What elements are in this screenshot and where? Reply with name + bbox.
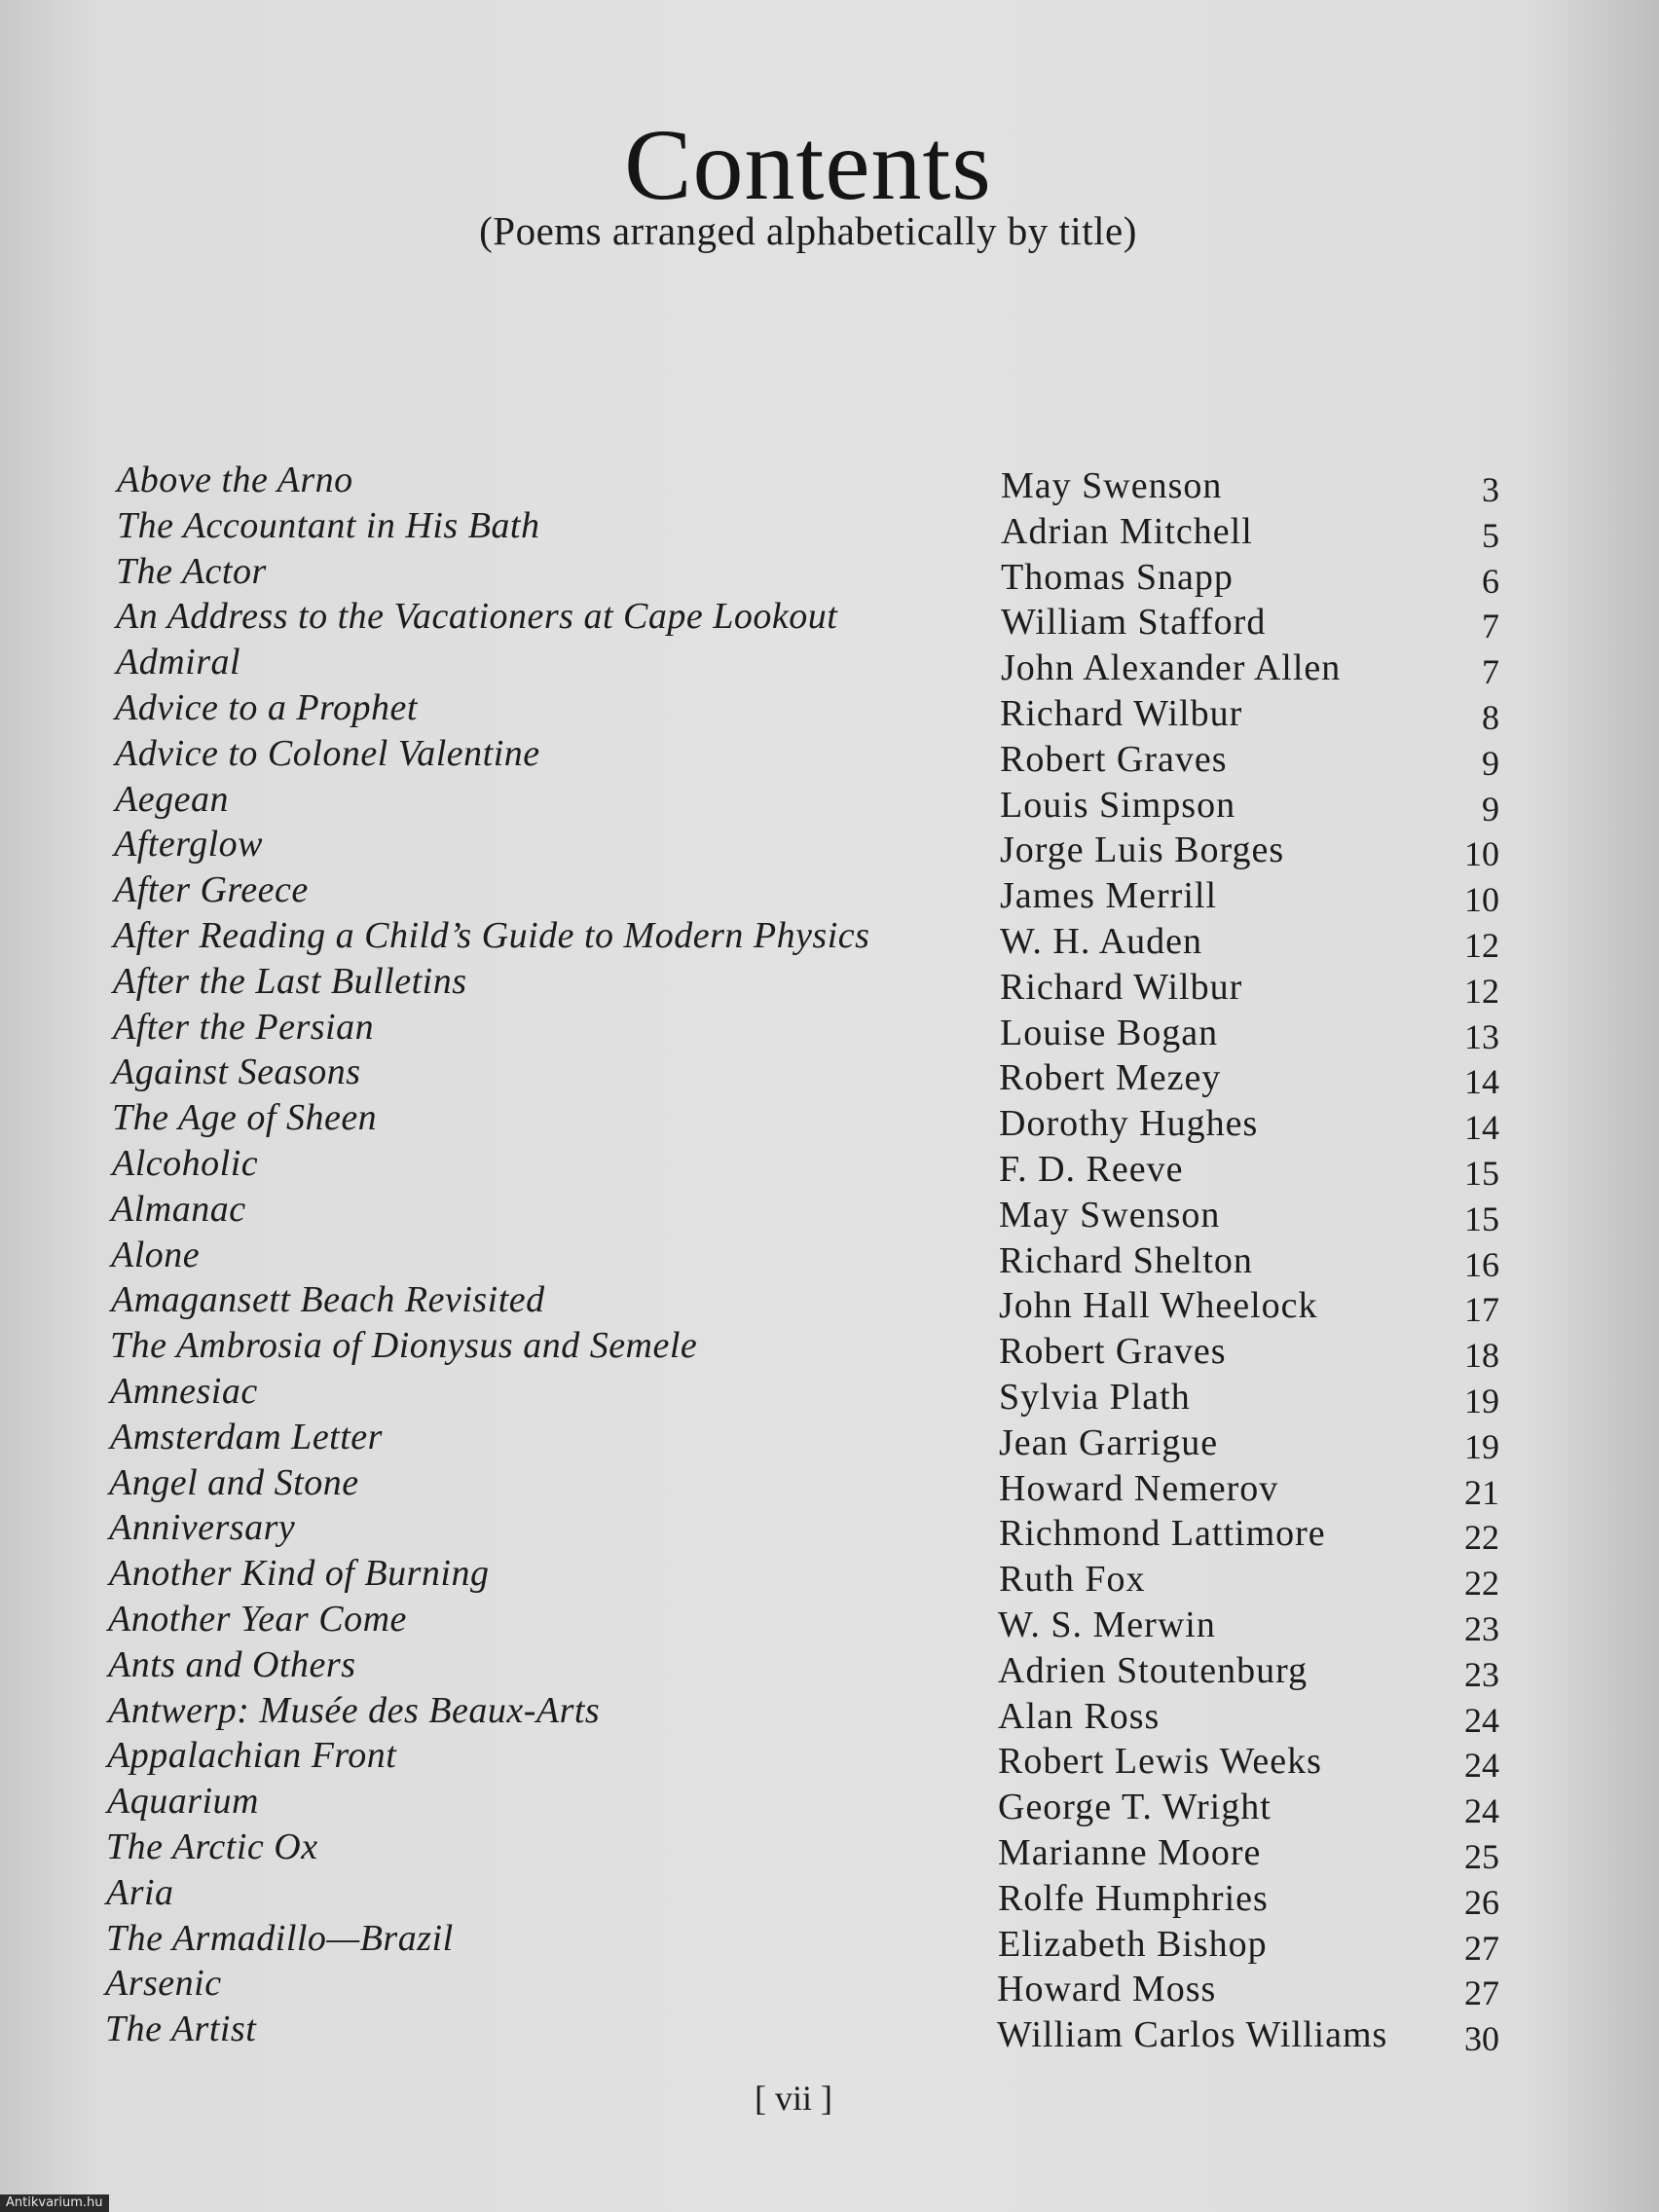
poem-author: Jean Garrigue — [999, 1421, 1219, 1463]
poem-author: Robert Lewis Weeks — [998, 1741, 1322, 1783]
contents-entry — [97, 1870, 1499, 1922]
contents-entry — [97, 913, 1499, 965]
page-number: 23 — [1464, 1654, 1499, 1694]
page-number: 10 — [1464, 880, 1499, 920]
contents-entry — [97, 1916, 1499, 1968]
page-number: 30 — [1464, 2019, 1499, 2059]
poem-title: Admiral — [116, 642, 241, 683]
poem-title: Aegean — [115, 778, 229, 820]
contents-entry — [97, 1460, 1499, 1512]
page-number: 9 — [1482, 789, 1499, 829]
poem-author: Elizabeth Bishop — [998, 1923, 1268, 1965]
contents-entry — [97, 503, 1499, 555]
poem-title: An Address to the Vacationers at Cape Lookout — [116, 596, 838, 638]
poem-title: The Age of Sheen — [112, 1097, 378, 1139]
page-number: 19 — [1464, 1426, 1499, 1466]
poem-author: Rolfe Humphries — [998, 1877, 1269, 1919]
page-number: 12 — [1464, 971, 1499, 1011]
poem-title: Advice to a Prophet — [115, 686, 418, 728]
page-number: 22 — [1464, 1518, 1499, 1558]
poem-title: Against Seasons — [112, 1051, 361, 1093]
poem-title: Amagansett Beach Revisited — [111, 1279, 545, 1321]
poem-author: John Alexander Allen — [1001, 647, 1342, 689]
poem-title: Alone — [111, 1234, 201, 1275]
contents-entry — [97, 1233, 1499, 1284]
contents-entry — [97, 1277, 1499, 1330]
page-number: 23 — [1464, 1608, 1499, 1648]
poem-author: May Swenson — [999, 1194, 1221, 1235]
page-subtitle: (Poems arranged alphabetically by title) — [479, 208, 1137, 253]
poem-title: The Artist — [105, 2009, 257, 2050]
contents-entry — [97, 1323, 1499, 1376]
page-number: 7 — [1482, 652, 1499, 692]
poem-author: Robert Graves — [1000, 738, 1228, 780]
poem-author: Howard Nemerov — [999, 1467, 1279, 1509]
poem-author: Louise Bogan — [1000, 1012, 1219, 1053]
poem-author: Jorge Luis Borges — [1000, 830, 1285, 871]
poem-title: Almanac — [111, 1188, 246, 1230]
poem-title: The Actor — [116, 550, 267, 592]
poem-author: W. S. Merwin — [998, 1604, 1216, 1645]
page-number: 26 — [1464, 1882, 1499, 1922]
poem-title: Amsterdam Letter — [110, 1416, 383, 1457]
contents-entry — [97, 777, 1499, 829]
contents-entry — [97, 1415, 1499, 1466]
page-number: 15 — [1464, 1153, 1499, 1193]
poem-title: The Arctic Ox — [106, 1825, 318, 1867]
poem-author: Alan Ross — [998, 1695, 1161, 1737]
page-number: 3 — [1482, 470, 1499, 509]
poem-author: Robert Graves — [999, 1331, 1227, 1373]
poem-author: F. D. Reeve — [999, 1148, 1184, 1190]
poem-author: W. H. Auden — [1000, 920, 1203, 962]
poem-title: Another Kind of Burning — [109, 1553, 490, 1595]
page-number: 22 — [1464, 1564, 1499, 1604]
poem-title: After Reading a Child’s Guide to Modern Physics — [113, 914, 870, 956]
contents-entry — [97, 1369, 1499, 1420]
poem-author: May Swenson — [1001, 465, 1223, 506]
page-number: 9 — [1482, 743, 1499, 783]
page-number: 13 — [1464, 1016, 1499, 1056]
page-number: 27 — [1464, 1928, 1499, 1968]
contents-entry — [97, 1825, 1499, 1876]
page-number: 10 — [1464, 834, 1499, 874]
poem-title: The Armadillo—Brazil — [106, 1917, 454, 1959]
poem-title: Arsenic — [105, 1963, 222, 2005]
poem-title: Appalachian Front — [107, 1735, 397, 1777]
page-number: 17 — [1464, 1290, 1499, 1330]
contents-entry — [97, 2007, 1499, 2059]
page-number: 25 — [1464, 1836, 1499, 1876]
poem-title: The Accountant in His Bath — [117, 504, 540, 546]
poem-author: Marianne Moore — [998, 1831, 1262, 1873]
poem-title: Advice to Colonel Valentine — [115, 732, 540, 774]
contents-entry — [97, 1005, 1499, 1056]
contents-entry — [97, 594, 1499, 646]
poem-title: Anniversary — [109, 1507, 296, 1549]
contents-entry — [97, 731, 1499, 783]
poem-author: Richard Wilbur — [1000, 966, 1243, 1008]
page-number: 12 — [1464, 925, 1499, 965]
poem-title: After the Last Bulletins — [113, 960, 467, 1002]
page-number: 8 — [1482, 697, 1499, 737]
contents-entry — [97, 1597, 1499, 1648]
page-number: 24 — [1464, 1746, 1499, 1786]
contents-entry — [97, 867, 1499, 920]
poem-author: George T. Wright — [998, 1787, 1272, 1828]
contents-entry — [97, 1141, 1499, 1193]
page-number: 5 — [1482, 515, 1499, 555]
page-number: 16 — [1464, 1244, 1499, 1284]
poem-title: After Greece — [114, 869, 309, 911]
poem-title: Aria — [106, 1871, 174, 1913]
contents-entry — [97, 458, 1499, 509]
page-number: 15 — [1464, 1198, 1499, 1238]
contents-entry — [97, 1551, 1499, 1604]
poem-author: Richard Shelton — [999, 1239, 1253, 1281]
poem-title: Afterglow — [114, 824, 263, 866]
page-number: 24 — [1464, 1700, 1499, 1740]
poem-title: Aquarium — [107, 1781, 259, 1823]
page-number: 27 — [1464, 1973, 1499, 2013]
page-number: 24 — [1464, 1791, 1499, 1831]
poem-author: Adrien Stoutenburg — [998, 1649, 1309, 1691]
poem-title: Angel and Stone — [109, 1461, 359, 1503]
contents-entry — [97, 1095, 1499, 1148]
page-number: 19 — [1464, 1381, 1499, 1420]
page-number: 21 — [1464, 1472, 1499, 1512]
poem-title: The Ambrosia of Dionysus and Semele — [110, 1325, 698, 1367]
poem-author: William Stafford — [1001, 602, 1267, 644]
poem-title: Another Year Come — [108, 1598, 407, 1640]
contents-entry — [97, 1642, 1499, 1694]
contents-entry — [97, 1961, 1499, 2013]
poem-title: Alcoholic — [112, 1142, 259, 1184]
poem-title: Antwerp: Musée des Beaux-Arts — [108, 1689, 601, 1731]
poem-author: Richard Wilbur — [1000, 692, 1243, 734]
page-title: Contents — [624, 108, 992, 221]
poem-author: Thomas Snapp — [1001, 556, 1234, 598]
page-number: 14 — [1464, 1062, 1499, 1102]
poem-author: William Carlos Williams — [997, 2014, 1388, 2056]
contents-entry — [97, 822, 1499, 874]
poem-title: Ants and Others — [108, 1643, 356, 1685]
contents-entry — [97, 1505, 1499, 1558]
watermark-label: Antikvarium.hu — [0, 2194, 109, 2212]
page-number: 18 — [1464, 1336, 1499, 1376]
poem-author: Howard Moss — [997, 1969, 1217, 2010]
poem-author: Robert Mezey — [999, 1057, 1222, 1099]
poem-author: Ruth Fox — [999, 1559, 1146, 1601]
poem-author: John Hall Wheelock — [999, 1285, 1318, 1327]
contents-entry — [97, 685, 1499, 737]
contents-entry — [97, 549, 1499, 601]
poem-title: Above the Arno — [117, 460, 353, 500]
contents-list — [97, 458, 1499, 2059]
page-folio: [ vii ] — [755, 2079, 832, 2118]
contents-entry — [97, 1733, 1499, 1786]
contents-entry — [97, 1779, 1499, 1831]
poem-author: Dorothy Hughes — [999, 1103, 1259, 1145]
poem-author: Richmond Lattimore — [999, 1513, 1326, 1555]
contents-entry — [97, 1187, 1499, 1238]
poem-author: Adrian Mitchell — [1001, 510, 1253, 552]
poem-author: James Merrill — [1000, 875, 1218, 917]
contents-entry — [97, 1050, 1499, 1102]
poem-author: Louis Simpson — [1000, 784, 1236, 826]
page-number: 14 — [1464, 1108, 1499, 1148]
poem-title: After the Persian — [113, 1006, 375, 1048]
contents-entry — [97, 959, 1499, 1011]
contents-entry — [97, 640, 1499, 692]
poem-title: Amnesiac — [110, 1370, 258, 1412]
page-number: 7 — [1482, 607, 1499, 646]
page-number: 6 — [1482, 561, 1499, 601]
contents-entry — [97, 1688, 1499, 1740]
poem-author: Sylvia Plath — [999, 1376, 1191, 1418]
